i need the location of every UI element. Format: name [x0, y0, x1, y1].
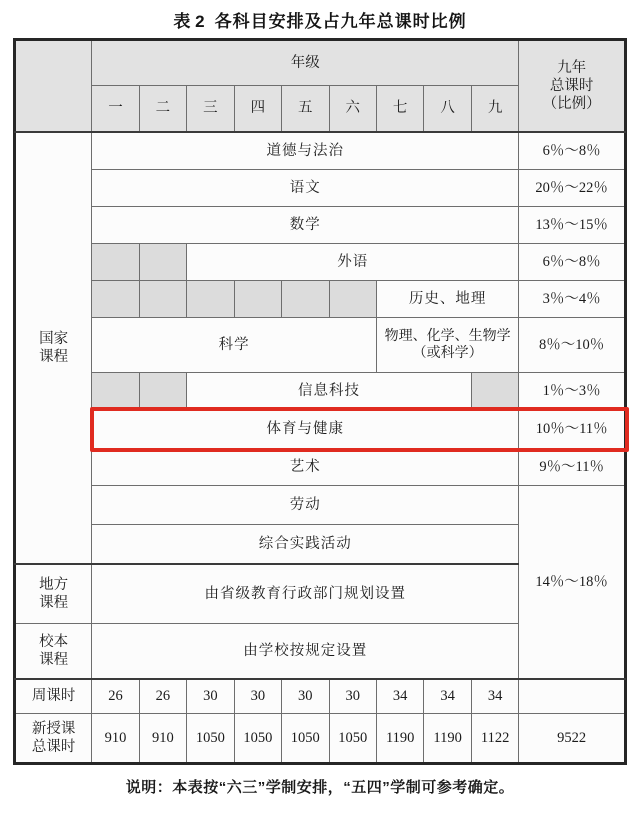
shaded-cell-history-grade5 — [282, 281, 329, 318]
subject-chinese: 语文 — [92, 170, 519, 207]
pct-science: 8％～10％ — [519, 318, 625, 373]
header-total-line2: 总课时 — [549, 77, 594, 94]
table-row-moral-law — [15, 132, 625, 170]
pct-information-technology: 1％～3％ — [519, 373, 625, 410]
table-row-new-lesson-total — [15, 714, 625, 764]
new-lesson-total-grade4: 1050 — [234, 714, 281, 764]
pct-physical-education: 10％～11％ — [519, 410, 625, 449]
weekly-periods-total — [519, 679, 625, 714]
curriculum-table-container — [14, 39, 626, 764]
header-grade-7: 七 — [376, 86, 423, 133]
subject-arts: 艺术 — [92, 449, 519, 486]
table-row-labor — [15, 486, 625, 525]
subject-physical-education: 体育与健康 — [92, 410, 519, 449]
pct-local-course: 14％～18％ — [519, 486, 625, 680]
shaded-cell-foreign-grade1 — [92, 244, 139, 281]
new-lesson-total-grade2: 910 — [139, 714, 186, 764]
pct-history-geography: 3％～4％ — [519, 281, 625, 318]
subject-comprehensive-practice: 综合实践活动 — [92, 525, 519, 565]
shaded-cell-history-grade2 — [139, 281, 186, 318]
label-new-lesson-line1: 新授课 — [31, 720, 76, 737]
header-corner-cell — [15, 40, 92, 132]
header-grade-1: 一 — [92, 86, 139, 133]
new-lesson-total-grade7: 1190 — [376, 714, 423, 764]
label-new-lesson-line2: 总课时 — [31, 739, 76, 755]
pct-arts: 9％～11％ — [519, 449, 625, 486]
weekly-periods-grade9: 34 — [471, 679, 519, 714]
new-lesson-total-grade9: 1122 — [471, 714, 519, 764]
table-note: 说明：本表按“六三”学制安排，“五四”学制可参考确定。 — [125, 779, 515, 796]
header-grade-3: 三 — [187, 86, 234, 133]
pct-math: 13％～15％ — [519, 207, 625, 244]
header-total-line1: 九年 — [557, 59, 587, 76]
table-row-information-technology — [15, 373, 625, 410]
subject-science-secondary: 物理、化学、生物学（或科学） — [376, 318, 518, 373]
subject-labor: 劳动 — [92, 486, 519, 525]
weekly-periods-grade3: 30 — [187, 679, 234, 714]
shaded-cell-foreign-grade2 — [139, 244, 186, 281]
new-lesson-grand-total: 9522 — [519, 714, 625, 764]
new-lesson-total-grade6: 1050 — [329, 714, 376, 764]
weekly-periods-grade6: 30 — [329, 679, 376, 714]
header-total-line3: （比例） — [542, 96, 601, 113]
header-grade-4: 四 — [234, 86, 281, 133]
subject-science-primary: 科学 — [92, 318, 377, 373]
curriculum-table — [14, 39, 626, 764]
weekly-periods-grade1: 26 — [92, 679, 139, 714]
new-lesson-total-grade3: 1050 — [187, 714, 234, 764]
new-lesson-total-grade5: 1050 — [282, 714, 329, 764]
subject-math: 数学 — [92, 207, 519, 244]
category-local-line2: 课程 — [39, 595, 69, 611]
table-row-math — [15, 207, 625, 244]
weekly-periods-grade5: 30 — [282, 679, 329, 714]
table-row-foreign-language — [15, 244, 625, 281]
new-lesson-total-grade8: 1190 — [424, 714, 471, 764]
label-new-lesson-total — [15, 714, 92, 764]
weekly-periods-grade2: 26 — [139, 679, 186, 714]
category-school-line1: 校本 — [39, 633, 69, 650]
category-national-line1: 国家 — [39, 330, 69, 347]
category-local-curriculum — [15, 564, 92, 624]
label-weekly-periods: 周课时 — [15, 679, 92, 714]
header-grade-9: 九 — [471, 86, 519, 133]
table-header-row-group — [15, 40, 625, 86]
table-title-text: 各科目安排及占九年总课时比例 — [214, 12, 467, 31]
table-number: 表 2 — [173, 12, 205, 31]
category-national-line2: 课程 — [39, 349, 69, 365]
new-lesson-total-grade1: 910 — [92, 714, 139, 764]
subject-foreign-language: 外语 — [187, 244, 519, 281]
shaded-cell-infotech-grade1 — [92, 373, 139, 410]
category-national-curriculum — [15, 132, 92, 564]
pct-moral-law: 6％～8％ — [519, 132, 625, 170]
shaded-cell-history-grade3 — [187, 281, 234, 318]
weekly-periods-grade8: 34 — [424, 679, 471, 714]
weekly-periods-grade4: 30 — [234, 679, 281, 714]
subject-information-technology: 信息科技 — [187, 373, 472, 410]
pct-chinese: 20％～22％ — [519, 170, 625, 207]
table-row-history-geography — [15, 281, 625, 318]
shaded-cell-history-grade1 — [92, 281, 139, 318]
table-row-arts — [15, 449, 625, 486]
subject-moral-law: 道德与法治 — [92, 132, 519, 170]
header-grade-2: 二 — [139, 86, 186, 133]
header-total-column — [519, 40, 625, 132]
shaded-cell-infotech-grade9 — [471, 373, 519, 410]
table-row-chinese — [15, 170, 625, 207]
subject-history-geography: 历史、地理 — [376, 281, 518, 318]
weekly-periods-grade7: 34 — [376, 679, 423, 714]
header-grade-5: 五 — [282, 86, 329, 133]
header-grade-8: 八 — [424, 86, 471, 133]
category-local-line1: 地方 — [39, 576, 69, 593]
text-local-course: 由省级教育行政部门规划设置 — [92, 564, 519, 624]
category-school-line2: 课程 — [39, 652, 69, 668]
shaded-cell-history-grade6 — [329, 281, 376, 318]
category-school-curriculum — [15, 624, 92, 680]
text-school-course: 由学校按规定设置 — [92, 624, 519, 680]
pct-foreign-language: 6％～8％ — [519, 244, 625, 281]
table-row-physical-education — [15, 410, 625, 449]
header-grade-6: 六 — [329, 86, 376, 133]
page-title — [0, 0, 640, 39]
table-row-weekly-periods — [15, 679, 625, 714]
shaded-cell-infotech-grade2 — [139, 373, 186, 410]
header-grade-group: 年级 — [92, 40, 519, 86]
shaded-cell-history-grade4 — [234, 281, 281, 318]
table-row-science — [15, 318, 625, 373]
